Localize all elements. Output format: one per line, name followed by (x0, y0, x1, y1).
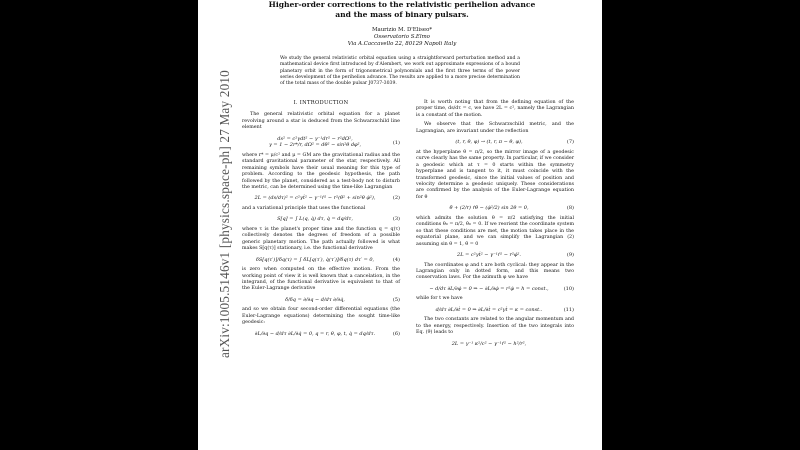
affiliation-2: Via A.Caccavello 22, 80129 Napoli Italy (347, 41, 457, 48)
equation-number: (5) (392, 296, 400, 303)
right-column (416, 100, 574, 351)
paragraph: The general relativistic orbital equation for a planet revolving around a star is deduced from the Schwarzschild line element (242, 112, 400, 131)
equation (416, 252, 574, 258)
equation (242, 195, 400, 201)
equation-body: ∂L/∂q − d/dτ ∂L/∂q̇ = 0, q = r, θ, φ, t, q̇ = dq/dτ. (254, 330, 376, 337)
author-name: Maurizio M. D'Eliseo* (371, 27, 433, 33)
equation-body: δ/δq = ∂/∂q − d/dτ ∂/∂q̇, (285, 296, 345, 303)
paragraph: at the hyperplane θ = π/2, so the mirror image of a geodesic curve clearly has the same property. In particular, if we consider a geodesic which at τ = 0 starts within the symmetry hyperplane and is tangent to it, it must coincide with the transformed geodesic, since the initial values of position and velocity determine a geodesic uniquely. These considerations are confirmed by the analysis of the Euler-Lagrange equation for θ (416, 149, 574, 200)
equation-number: (8) (566, 205, 574, 212)
equation-body: − d/dτ ∂L/∂φ̇ = 0 ⇒ − ∂L/∂φ̇ = r²φ̇ = h = const., (429, 285, 549, 292)
paragraph: where r* = μ/c² and μ = GM are the gravitational radius and the standard gravitational parameter of the star, respectively. All remaining symbols have their usual meaning for this type of problem. According to the geodesic hypothesis, the path followed by the planet, considered as a test-body not to disturb the metric, can be determined using the time-like Lagrangian (242, 152, 400, 190)
equation (416, 205, 574, 211)
equation-body: δS[q(τ′)]/δq(τ) = ∫ δL[q(τ′), q̇(τ′)]/δq(τ) dτ′ = 0, (255, 256, 375, 263)
title-line-1: Higher-order corrections to the relativistic perihelion advance (268, 0, 536, 9)
paragraph: The two constants are related to the angular momentum and to the energy, respectively. Insertion of the two integrals into Eq. (9) leads to (416, 317, 574, 336)
equation-number: (2) (392, 195, 400, 202)
equation-number: (6) (392, 330, 400, 337)
equation-number: (10) (563, 285, 574, 292)
equation-number: (1) (392, 139, 400, 146)
paragraph: and so we obtain four second-order differential equations (the Euler-Lagrange equations) determining the sought time-like geodesic: (242, 307, 400, 326)
affiliation-1: Osservatorio S.Elmo (374, 34, 430, 41)
paragraph: The coordinates φ and t are both cyclical: they appear in the Lagrangian only in dotted form, and this means two conservation laws. For the azimuth φ we have (416, 262, 574, 281)
equation-body: γ = 1 − 2r*/r, dΩ² = dθ² − sin²θ dφ², (268, 142, 362, 149)
equation-number: (4) (392, 256, 400, 263)
equation-body: S[q] = ∫ L(q, q̇) dτ, q̇ = dq/dτ, (277, 216, 353, 223)
paper-page (198, 0, 602, 450)
title-line-2: and the mass of binary pulsars. (335, 10, 469, 19)
equation-body: ds² = c²γdt² − γ⁻¹dr² − r²dΩ², (277, 135, 353, 142)
paragraph: It is worth noting that from the defining equation of the proper time, ds/dτ = c, we have 2L = c², namely the Lagrangian is a constant of the motion. (416, 100, 574, 118)
paragraph: and a variational principle that uses the functional (242, 205, 366, 211)
equation-number: (9) (566, 252, 574, 259)
equation-body: (t, r, θ, φ) → (t, r, π − θ, φ), (455, 139, 523, 146)
equation-body: 2L = (ds/dτ)² = c²γṫ² − γ⁻¹ṙ² − r²(θ̇² + sin²θ φ̇²), (254, 195, 376, 202)
equation-number: (3) (392, 216, 400, 223)
equation (242, 257, 400, 263)
equation-body: d/dτ ∂L/∂ṫ = 0 ⇒ ∂L/∂ṫ = c²γṫ = κ = const.. (435, 306, 543, 313)
paragraph: is zero when computed on the effective motion. From the working point of view it is well known that a cancelation, in the integrand, of the functional derivative is equivalent to that of the Euler-Lagrange derivative (242, 267, 400, 292)
left-column (242, 100, 400, 341)
equation (416, 286, 574, 292)
equation-number: (11) (563, 306, 574, 313)
equation (242, 216, 400, 222)
equation (242, 331, 400, 337)
section-heading: I. INTRODUCTION (293, 100, 349, 106)
equation-body: 2L = γ⁻¹ κ²/c² − γ⁻¹ṙ² − h²/r², (451, 340, 527, 347)
equation-body: θ̈ + (2/r) ṙθ̇ − (φ̇²/2) sin 2θ = 0, (449, 205, 529, 212)
equation (242, 136, 400, 149)
paragraph: where τ is the planet's proper time and the function q = q(τ) collectively denotes the degrees of freedom of a possible generic planetary motion. The path actually followed is what makes S[q(τ)] stationary, i.e. the functional derivative (242, 226, 400, 252)
equation (242, 297, 400, 303)
paragraph: which admits the solution θ = π/2 satisfying the initial conditions θ₀ = π/2, θ̇₀ = 0. If we reorient the coordinate system so that these conditions are met, the motion takes place in the equatorial plane, and we can simplify the Lagrangian (2) assuming sin θ = 1, θ̇ = 0 (416, 215, 574, 247)
paper-title (252, 0, 552, 20)
equation (416, 307, 574, 313)
arxiv-stamp: arXiv:1005.5146v1 [physics.space-ph] 27 May 2010 (217, 70, 232, 358)
equation (416, 341, 574, 347)
abstract: We study the general relativistic orbital equation using a straightforward perturbation method and a mathematical device first introduced by d'Alembert, we work out approximate expressions of a bound planetary orbit in the form of trigonometrical polynomials and the first three terms of the power series development of the perihelion advance. The results are applied to a more precise determination of the total mass of the double pulsar J0737-3039. (280, 56, 520, 87)
equation-number: (7) (566, 139, 574, 146)
author-block (252, 27, 552, 49)
equation (416, 139, 574, 145)
equation-body: 2L = c²γṫ² − γ⁻¹ṙ² − r²φ̇². (457, 252, 521, 259)
paragraph: while for t we have (416, 296, 463, 302)
paragraph: We observe that the Schwarzschild metric, and the Lagrangian, are invariant under the reflection (416, 122, 574, 134)
